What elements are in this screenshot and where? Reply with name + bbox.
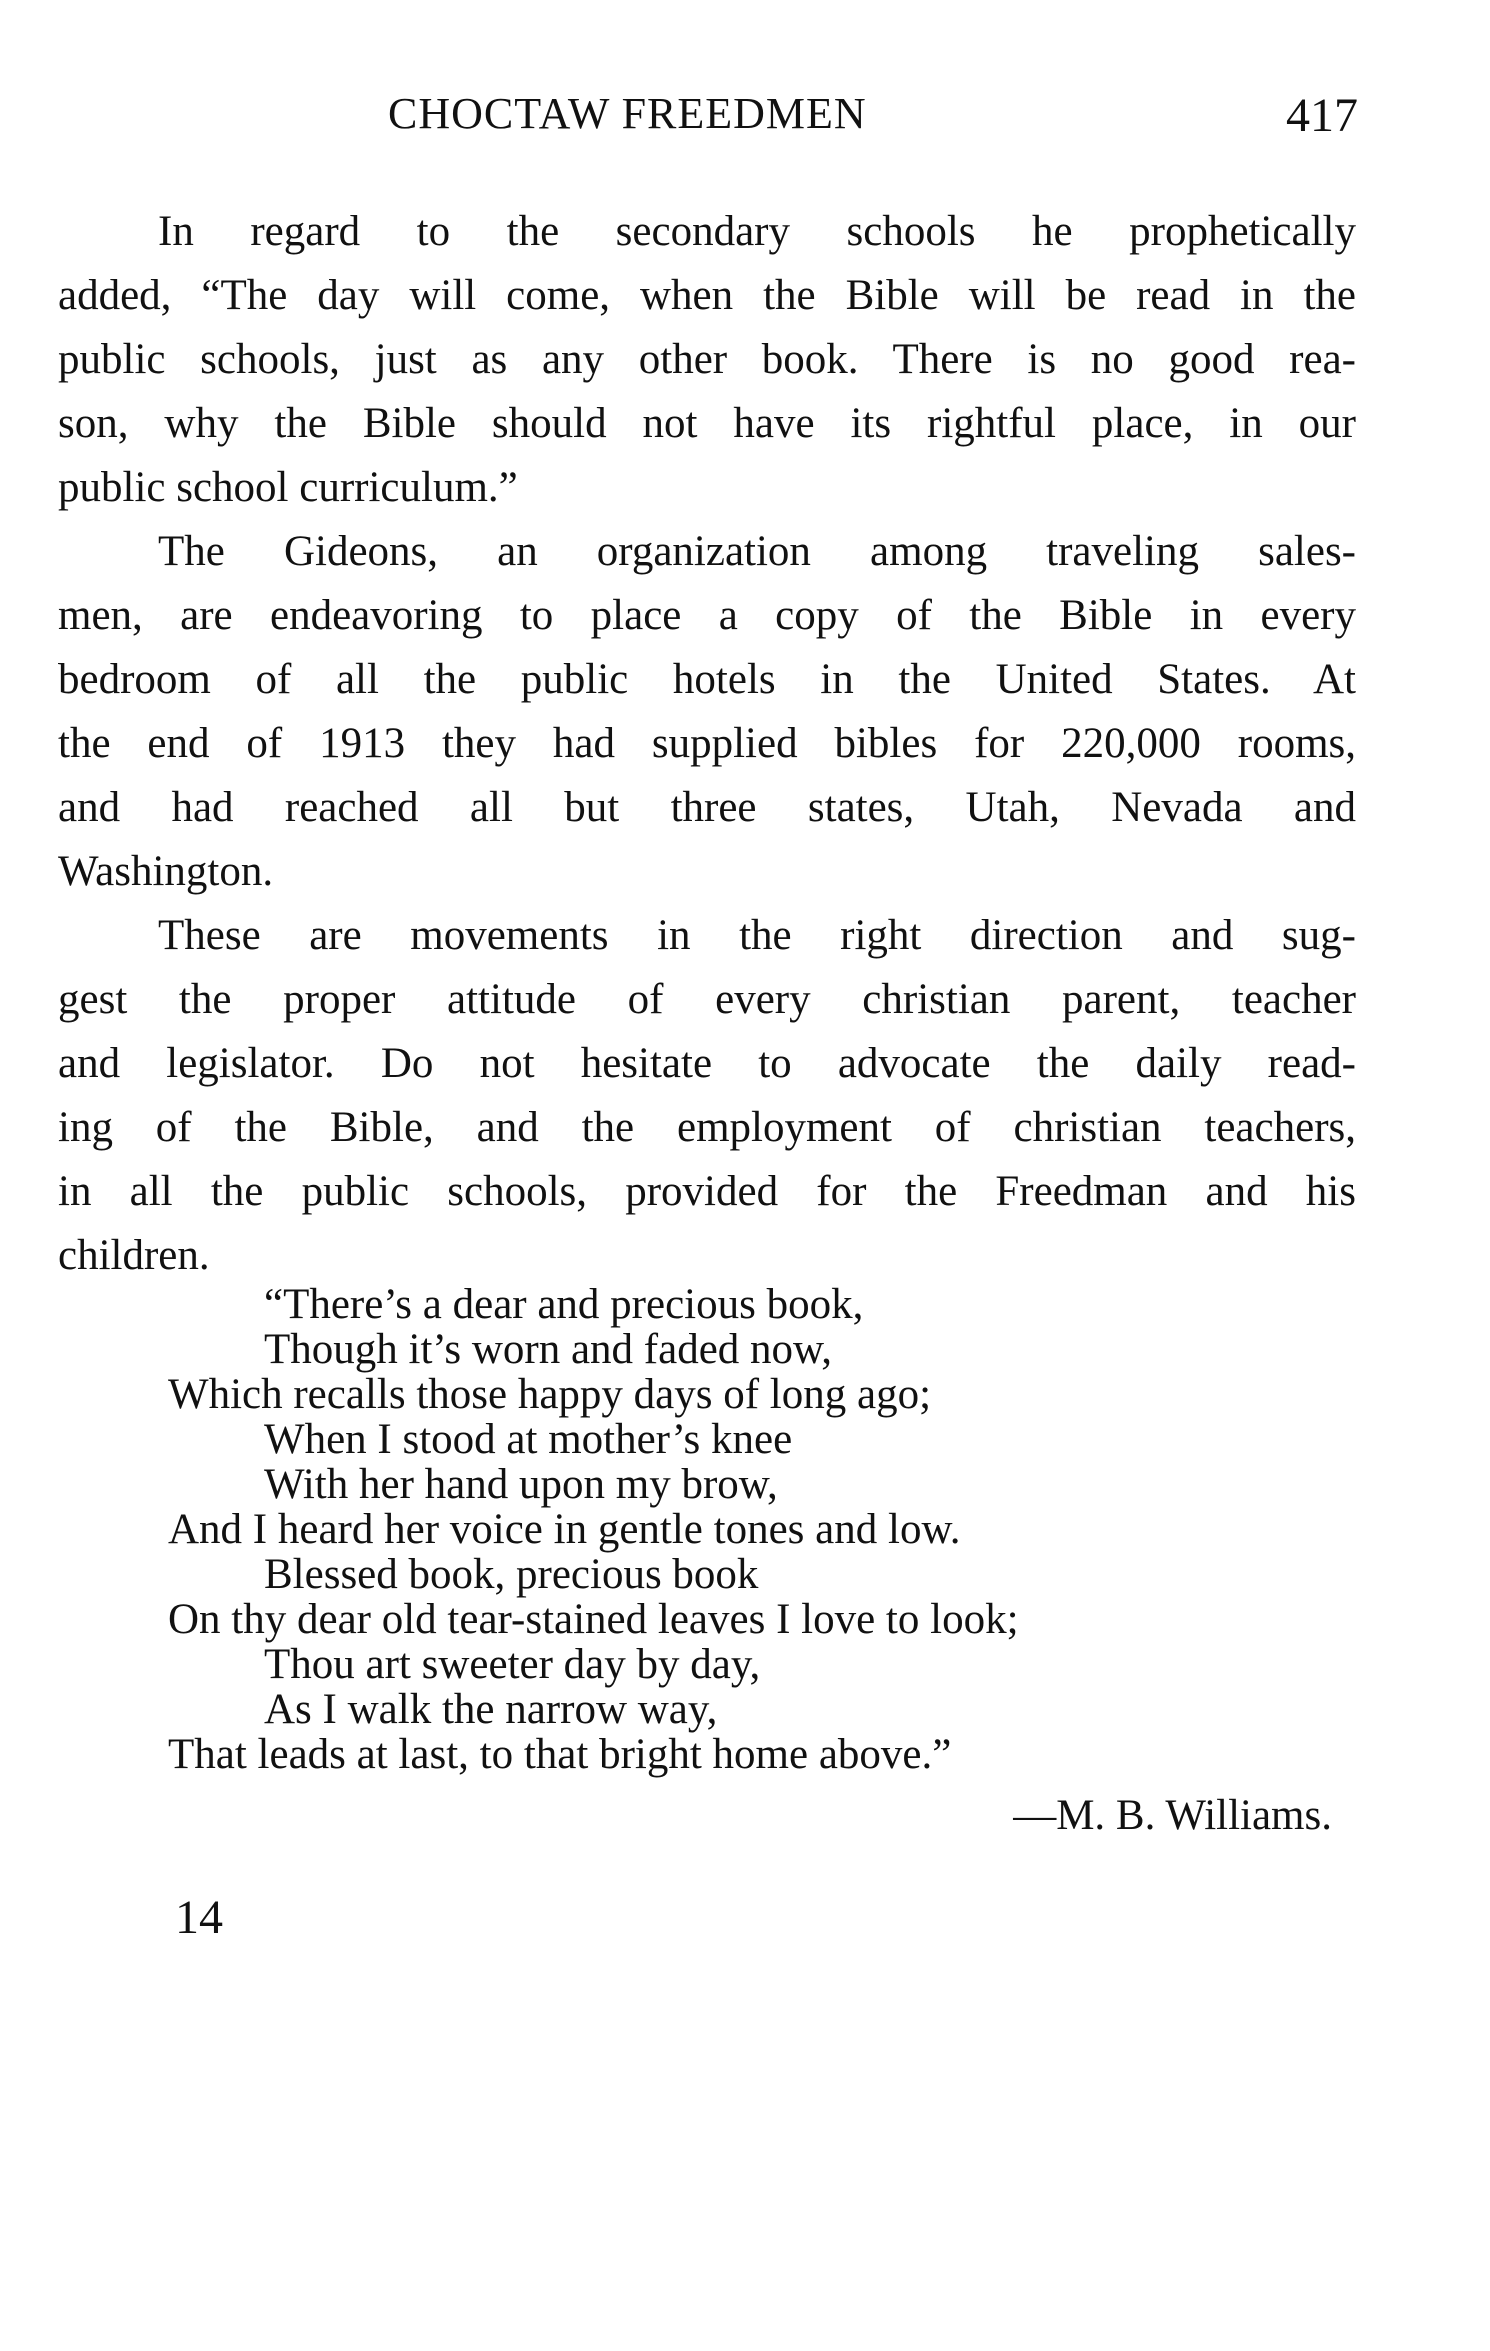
- text-line: men, are endeavoring to place a copy of the Bible in every: [58, 592, 1356, 639]
- page-number: 417: [1286, 89, 1358, 142]
- running-head: [58, 88, 1358, 148]
- poem-line: Though it’s worn and faded now,: [264, 1326, 833, 1373]
- text-line: and had reached all but three states, Utah, Nevada and: [58, 784, 1356, 831]
- body-text: [58, 200, 1356, 1288]
- paragraph-gideons: [58, 520, 1356, 904]
- text-line: These are movements in the right direction and sug-: [158, 912, 1356, 959]
- poem-line: As I walk the narrow way,: [264, 1686, 718, 1733]
- poem-line: When I stood at mother’s knee: [264, 1416, 793, 1463]
- signature-mark: 14: [175, 1891, 223, 1944]
- text-line: children.: [58, 1232, 210, 1279]
- text-line: The Gideons, an organization among traveling sales-: [158, 528, 1356, 575]
- text-line: public schools, just as any other book. There is no good rea-: [58, 336, 1356, 383]
- paragraph-secondary-schools: [58, 200, 1356, 520]
- paragraph-movements: [58, 904, 1356, 1288]
- poem: [168, 1282, 1338, 1777]
- text-line: public school curriculum.”: [58, 464, 518, 511]
- poem-line: And I heard her voice in gentle tones and low.: [168, 1506, 961, 1553]
- text-line: ing of the Bible, and the employment of christian teachers,: [58, 1104, 1356, 1151]
- text-line: added, “The day will come, when the Bible will be read in the: [58, 272, 1356, 319]
- running-title: CHOCTAW FREEDMEN: [388, 89, 867, 138]
- text-line: gest the proper attitude of every christian parent, teacher: [58, 976, 1356, 1023]
- poem-attribution: —M. B. Williams.: [1013, 1792, 1332, 1839]
- poem-line: Thou art sweeter day by day,: [264, 1641, 761, 1688]
- text-line: in all the public schools, provided for the Freedman and his: [58, 1168, 1356, 1215]
- text-line: In regard to the secondary schools he prophetically: [158, 208, 1356, 255]
- poem-line: Which recalls those happy days of long ago;: [168, 1371, 932, 1418]
- text-line: and legislator. Do not hesitate to advocate the daily read-: [58, 1040, 1356, 1087]
- poem-line: That leads at last, to that bright home above.”: [168, 1731, 952, 1778]
- text-line: bedroom of all the public hotels in the United States. At: [58, 656, 1356, 703]
- poem-line: “There’s a dear and precious book,: [264, 1281, 864, 1328]
- text-line: Washington.: [58, 848, 274, 895]
- text-line: the end of 1913 they had supplied bibles for 220,000 rooms,: [58, 720, 1356, 767]
- text-line: son, why the Bible should not have its rightful place, in our: [58, 400, 1356, 447]
- poem-line: On thy dear old tear-stained leaves I love to look;: [168, 1596, 1019, 1643]
- poem-line: Blessed book, precious book: [264, 1551, 759, 1598]
- poem-line: With her hand upon my brow,: [264, 1461, 778, 1508]
